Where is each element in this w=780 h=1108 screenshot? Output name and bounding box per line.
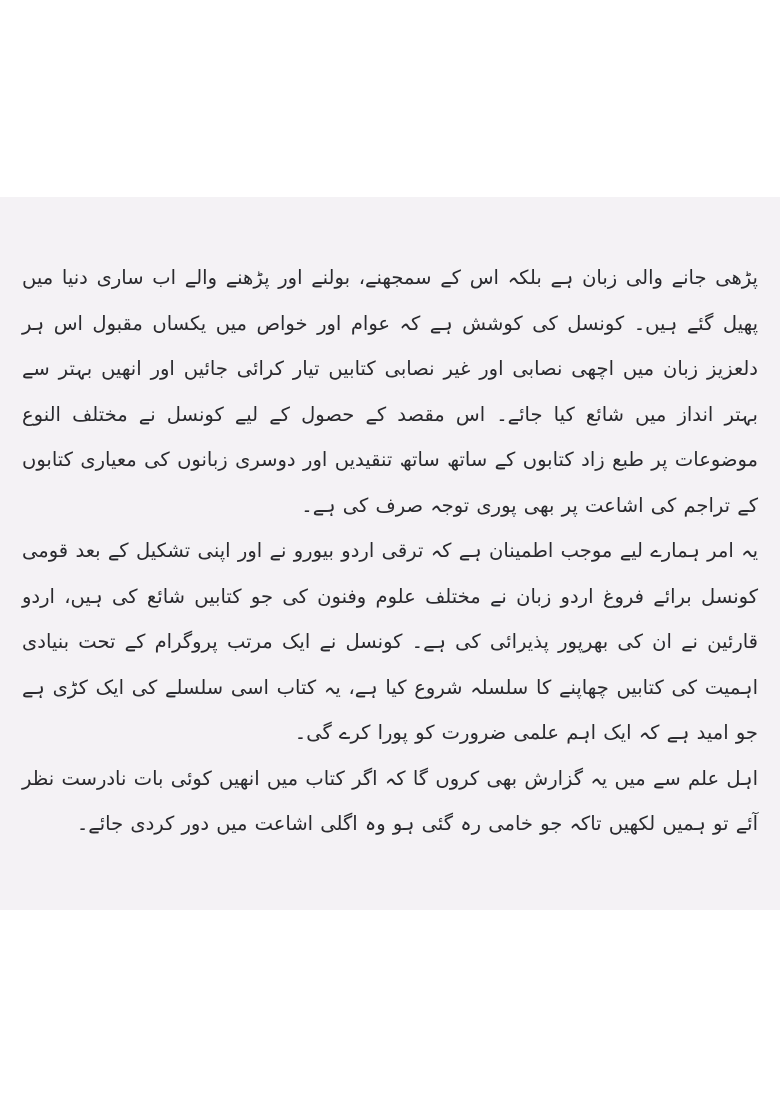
paragraph-2: یہ امر ہمارے لیے موجب اطمینان ہے کہ ترقی اردو بیورو نے اور اپنی تشکیل کے بعد قومی کونسل برائے فروغ اردو زبان نے مختلف علوم وفنون کی جو کتابیں شائع کی ہیں، اردو قارئین نے ان کی بھرپور پذیرائی کی ہے۔ کونسل نے ایک مرتب پروگرام کے تحت بنیادی اہمیت کی کتابیں چھاپنے کا سلسلہ شروع کیا ہے، یہ کتاب اسی سلسلے کی ایک کڑی ہے جو امید ہے کہ ایک اہم علمی ضرورت کو پورا کرے گی۔ [22, 539, 758, 744]
paragraph-1: پڑھی جانے والی زبان ہے بلکہ اس کے سمجھنے، بولنے اور پڑھنے والے اب ساری دنیا میں پھیل گئے ہیں۔ کونسل کی کوشش ہے کہ عوام اور خواص میں یکساں مقبول اس ہر دلعزیز زبان میں اچھی نصابی اور غیر نصابی کتابیں تیار کرائی جائیں اور انھیں بہتر سے بہتر انداز میں شائع کیا جائے۔ اس مقصد کے حصول کے لیے کونسل نے مختلف النوع موضوعات پر طبع زاد کتابوں کے ساتھ ساتھ تنقیدیں اور دوسری زبانوں کی معیاری کتابوں کے تراجم کی اشاعت پر بھی پوری توجہ صرف کی ہے۔ [22, 266, 758, 517]
document-body [22, 255, 758, 847]
paragraph-3: اہل علم سے میں یہ گزارش بھی کروں گا کہ اگر کتاب میں انھیں کوئی بات نادرست نظر آئے تو ہمیں لکھیں تاکہ جو خامی رہ گئی ہو وہ اگلی اشاعت میں دور کردی جائے۔ [22, 766, 758, 835]
